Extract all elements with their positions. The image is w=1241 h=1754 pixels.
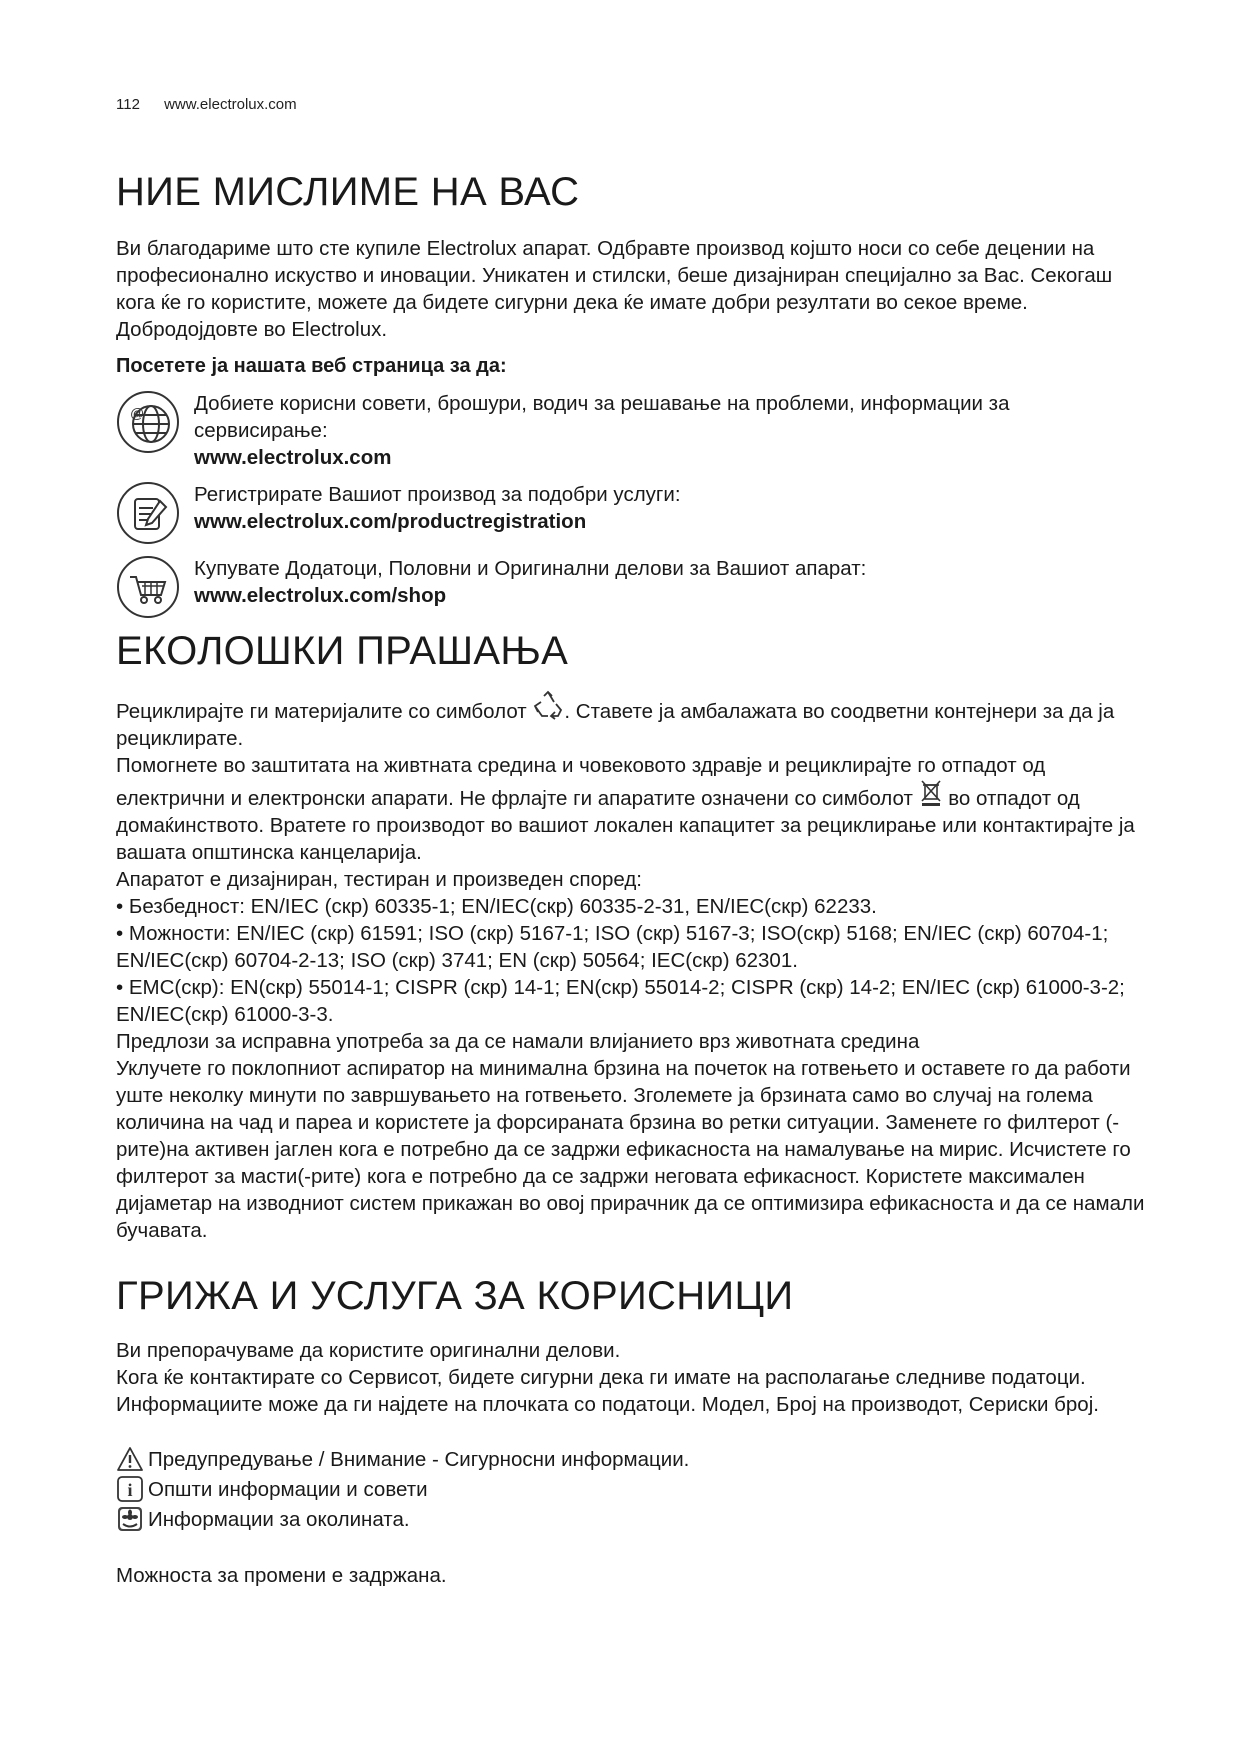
- link-row-registration: [116, 481, 1148, 545]
- intro-paragraph: Ви благодариме што сте купиле Electrolux апарат. Одбравте производ којшто носи со себе децении на професионално искуство и иновации. Уникатен и стилски, беше дизајниран специјално за Вас. Секогаш кога ќе го користите, можете да бидете сигурни дека ќе имате добри резултати во секое време. Добродојдовте во Electrolux.: [116, 237, 1113, 341]
- section-title-care: ГРИЖА И УСЛУГА ЗА КОРИСНИЦИ: [116, 1274, 794, 1318]
- legend-item-environment: [116, 1504, 1148, 1534]
- care-paragraph-3: Информациите може да ги најдете на плочката со податоци. Модел, Број на производот, Сериски број.: [116, 1393, 1099, 1416]
- link-description: Добиете корисни совети, брошури, водич за решавање на проблеми, информации за сервисирање:: [194, 392, 1010, 442]
- suggestions-paragraph: Уклучете го поклопниот аспиратор на минимална брзина на почеток на готвењето и оставете го да работи уште неколку минути по завршувањето на готвењето. Зголемете ја брзината само во случај на голема количина на чад и пареа и користете ја форсираната брзина во ретки ситуации. Заменете го филтерот (-рите)на активен јаглен кога е потребно да се задржи ефикасноста на намалување на мирис. Исчистете го филтерот за масти(-рите) кога е потребно да се задржи неговата ефикасност. Користете максимален дијаметар на изводниот систем прикажан во овој прирачник да се оптимизира ефикасноста и да се намали бучавата.: [116, 1057, 1145, 1242]
- legend-text: Предупредување / Внимание - Сигурносни информации.: [148, 1447, 690, 1471]
- weee-text-after: во отпадот од домаќинството. Вратете го производот во вашиот локален капацитет за рециклирање или контактирајте ја вашата општинска канцеларија.: [116, 787, 1135, 864]
- changes-reserved-note: Можноста за промени е задржана.: [116, 1564, 447, 1587]
- weee-paragraph: [116, 752, 1148, 866]
- recycle-icon: [532, 690, 564, 720]
- standard-performance: • Можности: EN/IEC (скр) 61591; ISO (скр) 5167-1; ISO (скр) 5167-3; ISO(скр) 5168; EN/IEC (скр) 60704-1; EN/IEC(скр) 60704-2-13; ISO (скр) 3741; EN (скр) 50564; IEC(скр) 62301.: [116, 922, 1109, 972]
- visit-heading: Посетете ја нашата веб страница за да:: [116, 355, 507, 377]
- header-url[interactable]: www.electrolux.com: [164, 96, 297, 113]
- link-description: Купувате Додатоци, Половни и Оригинални делови за Вашиот апарат:: [194, 557, 867, 580]
- legend-item-info: [116, 1474, 1148, 1504]
- section-title-eco: ЕКОЛОШКИ ПРАШАЊА: [116, 629, 569, 673]
- crossed-bin-icon: [919, 779, 943, 807]
- recycle-text-before: Рециклирајте ги материјалите со симболот: [116, 700, 527, 723]
- weee-text-before: Помогнете во заштитата на живтната средина и човековото здравје и рециклирајте го отпадот од електрични и електронски апарати. Не фрлајте ги апаратите означени со симболот: [116, 754, 1046, 810]
- environment-icon: [116, 1505, 144, 1533]
- link-url-shop[interactable]: www.electrolux.com/shop: [194, 584, 447, 607]
- recycle-paragraph: [116, 690, 1148, 752]
- svg-text:@: @: [130, 405, 145, 421]
- manual-page: [116, 96, 1148, 1589]
- registration-icon: [116, 481, 180, 545]
- care-paragraph-2: Кога ќе контактирате со Сервисот, бидете сигурни дека ги имате на располагање следниве податоци.: [116, 1366, 1086, 1389]
- suggestions-title: Предлози за исправна употреба за да се намали влијанието врз животната средина: [116, 1030, 920, 1053]
- link-row-shop: [116, 555, 1148, 619]
- info-icon: [116, 1475, 144, 1503]
- globe-icon: [116, 390, 180, 454]
- link-url-electrolux[interactable]: www.electrolux.com: [194, 446, 392, 469]
- link-url-registration[interactable]: www.electrolux.com/productregistration: [194, 510, 587, 533]
- page-header: [116, 96, 1148, 126]
- page-number: 112: [116, 96, 140, 113]
- warning-icon: [116, 1445, 144, 1473]
- svg-text:i: i: [127, 1480, 133, 1500]
- link-row-support: [116, 390, 1148, 471]
- legend-text: Информации за околината.: [148, 1507, 410, 1531]
- shopping-cart-icon: [116, 555, 180, 619]
- standard-emc: • EMC(скр): EN(скр) 55014-1; CISPR (скр) 14-1; EN(скр) 55014-2; CISPR (скр) 14-2; EN/IEC (скр) 61000-3-2; EN/IEC(скр) 61000-3-3.: [116, 976, 1125, 1026]
- care-paragraph-1: Ви препорачуваме да користите оригинални делови.: [116, 1339, 621, 1362]
- link-description: Регистрирате Вашиот производ за подобри услуги:: [194, 483, 681, 506]
- section-title-thinking: НИЕ МИСЛИМЕ НА ВАС: [116, 170, 580, 214]
- designed-statement: Апаратот е дизајниран, тестиран и произведен според:: [116, 868, 642, 891]
- standard-safety: • Безбедност: EN/IEC (скр) 60335-1; EN/IEC(скр) 60335-2-31, EN/IEC(скр) 62233.: [116, 895, 877, 918]
- legend-text: Општи информации и совети: [148, 1477, 428, 1501]
- symbol-legend: [116, 1444, 1148, 1534]
- legend-item-warning: [116, 1444, 1148, 1474]
- recycle-text-after: . Ставете ја амбалажата во соодветни контејнери за да ја рециклирате.: [116, 700, 1115, 750]
